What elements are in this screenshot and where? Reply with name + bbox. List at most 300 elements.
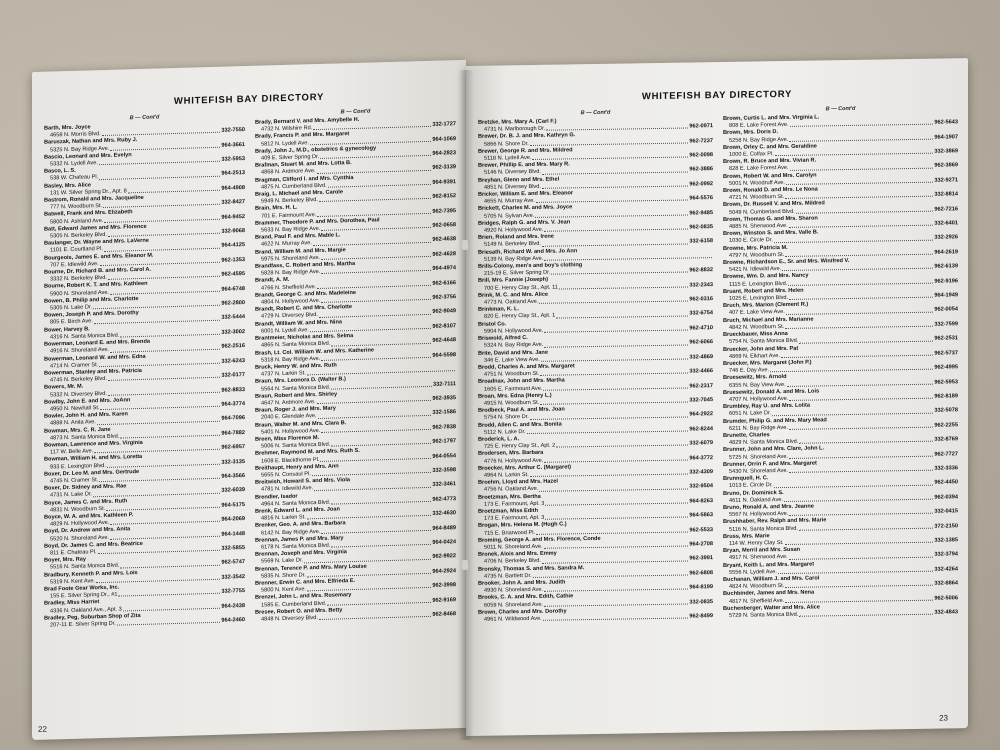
entry-phone: 962-7216 xyxy=(934,205,958,213)
leader-dots xyxy=(542,239,688,247)
entry-phone: 332-2926 xyxy=(934,234,958,242)
leader-dots xyxy=(556,311,688,318)
entry-address: 4915 N. Woodburn St. xyxy=(484,399,540,407)
entry-name: Braig, L. Michael and Mrs. Carole xyxy=(255,189,343,198)
entry-name: Briswold, Alfred C. xyxy=(478,335,528,342)
entry-name: Brueckbauer, Miss Anna xyxy=(723,331,788,339)
entry-phone: 962-3869 xyxy=(934,162,958,170)
leader-dots xyxy=(544,585,688,592)
entry-address: 4888 N. Anita Ave. xyxy=(50,419,96,427)
entry-address: 5118 N. Lydell Ave. xyxy=(484,154,532,162)
entry-phone: 332-6039 xyxy=(221,487,245,495)
right-page-number: 23 xyxy=(939,713,948,723)
leader-dots xyxy=(789,422,933,429)
entry-name: Brad Foote Gear Works, Inc. xyxy=(44,584,120,593)
entry-name: Briesath, Richard W. and Mrs. Jo Ann xyxy=(478,247,578,256)
leader-dots xyxy=(533,570,689,578)
entry-address: 4961 N. Wildwood Ave. xyxy=(484,615,542,623)
entry-address: 5569 N. Lake Dr. xyxy=(261,557,303,565)
leader-dots xyxy=(530,469,689,477)
entry-address: 4756 N. Oakland Ave. xyxy=(484,486,539,494)
entry-phone: 332-3869 xyxy=(934,148,958,155)
entry-phone: 962-0658 xyxy=(432,222,456,229)
leader-dots xyxy=(785,595,933,603)
entry-name: Browne, Richardson E., Sr. and Mrs. Winifred V. xyxy=(723,258,850,267)
entry-name: Brown, Robert W. and Mrs. Carolyn xyxy=(723,172,817,180)
entry-phone: 332-1727 xyxy=(432,121,456,129)
entry-name: Boyer, Mrs. Ray xyxy=(44,556,86,564)
entry-name: Bowman, Mrs. C. R. Jane xyxy=(44,426,111,435)
entry-address: 6001 N. Lydell Ave. xyxy=(261,327,309,335)
leader-dots xyxy=(544,325,688,332)
entry-address: 4731 N. Lake Dr. xyxy=(50,491,92,499)
leader-dots xyxy=(530,138,689,146)
entry-name: Bryan, Merril and Mrs. Susan xyxy=(723,546,801,555)
entry-phone: 964-1069 xyxy=(432,135,456,143)
entry-phone: 964-2922 xyxy=(689,411,713,418)
entry-phone: 962-4710 xyxy=(689,325,713,332)
entry-phone: 962-4995 xyxy=(934,364,958,371)
entry-phone: 332-5078 xyxy=(934,407,958,414)
entry-name: Bronek, Alois and Mrs. Emmy xyxy=(478,550,557,558)
entry-name: Baulanger, Dr. Wayne and Mrs. LaVerne xyxy=(44,237,149,247)
entry-address: 5332 N. Diversey Blvd. xyxy=(50,390,107,399)
left-page-columns xyxy=(44,106,456,718)
entry-phone: 332-7045 xyxy=(689,397,713,404)
entry-name: Brandt, Robert C. and Mrs. Charlotte xyxy=(255,304,352,314)
entry-name: Brain, Mrs. H. L. xyxy=(255,205,298,213)
entry-name: Brandt, George C. and Mrs. Madeleine xyxy=(255,289,357,299)
entry-name: Bruecker, Mrs. Margaret (John P.) xyxy=(723,359,812,367)
leader-dots xyxy=(539,297,688,305)
entry-name: Browne, Mrs. Patricia M. xyxy=(723,244,788,252)
entry-name: Basley, Mrs. Alice xyxy=(44,181,91,190)
entry-phone: 962-8152 xyxy=(432,193,456,201)
entry-address: 5332 N. Lydell Ave. xyxy=(50,160,98,168)
entry-phone: 962-1797 xyxy=(432,438,456,445)
entry-address: 4868 N. Ardmore Ave. xyxy=(261,168,316,177)
entry-address: 808 E. Lake Forest Ave. xyxy=(729,122,789,130)
column-heading: B — Cont'd xyxy=(580,109,611,117)
entry-address: 4885 N. Sherwood Ave. xyxy=(729,222,788,230)
entry-phone: 964-0424 xyxy=(432,539,456,546)
entry-phone: 964-1907 xyxy=(934,133,958,141)
entry-address: 1025 E. Lexington Blvd. xyxy=(729,295,789,302)
entry-phone: 964-1448 xyxy=(221,530,245,538)
entry-address: 5812 N. Lydell Ave. xyxy=(261,139,309,148)
entry-address: 5139 N. Bay Ridge Ave. xyxy=(484,255,544,263)
entry-name: Brennan, Terence P. and Mrs. Mary Louise xyxy=(255,563,367,573)
entry-name: Breitwish, Howard S. and Mrs. Viola xyxy=(255,477,351,486)
entry-address: 4869 N. Elkhart Ave. xyxy=(729,352,780,360)
entry-address: 5800 N. Kent Ave. xyxy=(261,586,306,594)
entry-address: 6211 N. Bay Ridge Ave. xyxy=(729,424,788,432)
entry-phone: 964-4125 xyxy=(221,242,245,250)
entry-phone: 962-8468 xyxy=(432,611,456,618)
entry-address: 5149 N. Berkeley Blvd. xyxy=(484,241,541,249)
entry-name: Bourne, Robert K. T. and Mrs. Kathleen xyxy=(44,281,148,291)
entry-phone: 964-6748 xyxy=(221,285,245,293)
entry-phone: 962-2800 xyxy=(221,300,245,307)
entry-address: 5754 N. Santa Monica Blvd. xyxy=(729,338,799,346)
entry-phone: 962-9169 xyxy=(432,596,456,604)
entry-phone: 332-1385 xyxy=(934,537,958,544)
entry-phone: 332-3461 xyxy=(432,481,456,489)
entry-address: 4964 N. Santa Monica Blvd. xyxy=(261,499,331,508)
directory-entry xyxy=(478,606,713,624)
entry-phone: 962-4773 xyxy=(432,495,456,503)
leader-dots xyxy=(789,394,933,401)
leader-dots xyxy=(559,282,688,289)
entry-address: 5828 N. Bay Ridge Ave. xyxy=(261,269,321,277)
entry-phone: 962-6066 xyxy=(689,339,713,346)
book-gutter xyxy=(458,70,474,740)
entry-address: 1013 E. Circle Dr. xyxy=(729,482,773,490)
entry-name: Boxer, Dr. Sidney and Mrs. Rae xyxy=(44,483,127,492)
entry-address: 5754 N. Shore Dr. xyxy=(484,414,529,422)
leader-dots xyxy=(799,437,933,444)
leader-dots xyxy=(789,451,933,458)
entry-address: 828 E. Lake Forest Ave. xyxy=(729,165,789,173)
entry-name: Bruecker, John and Mrs. Pat xyxy=(723,345,799,353)
leader-dots xyxy=(541,354,689,362)
entry-name: Bowman, William H. and Mrs. Loretta xyxy=(44,454,143,464)
leader-dots xyxy=(799,336,933,343)
entry-name: Bruesewitz, Mrs. Arnold xyxy=(723,374,787,382)
entry-phone: 332-6243 xyxy=(221,357,245,365)
entry-phone: 962-3139 xyxy=(432,164,456,172)
entry-address: 777 N. Woodburn St. xyxy=(50,203,103,211)
entry-name: Brunette, Charles xyxy=(723,432,770,439)
entry-address: 4737 N. Larkin St. xyxy=(261,370,306,378)
entry-name: Bruch, Michael and Mrs. Marianne xyxy=(723,316,814,324)
entry-address: 5001 N. Woodruff Ave. xyxy=(729,179,785,187)
entry-name: Brenk, Edward L. and Mrs. Joan xyxy=(255,506,340,515)
entry-phone: 332-4869 xyxy=(689,353,713,361)
entry-name: Brunner, John and Mrs. Clare, John L. xyxy=(723,445,825,454)
entry-name: Brodd, Allen C. and Mrs. Bonita xyxy=(478,421,562,429)
leader-dots xyxy=(543,614,689,621)
entry-phone: 962-6139 xyxy=(934,263,958,270)
entry-address: 5112 N. Lake Dr. xyxy=(484,428,526,436)
entry-phone: 962-7838 xyxy=(432,423,456,431)
entry-name: Bruant, Robert and Mrs. Helen xyxy=(723,287,804,295)
entry-name: Browne, Wm. D. and Mrs. Nancy xyxy=(723,273,809,281)
leader-dots xyxy=(539,484,688,492)
entry-address: 3332 N. Berkeley Blvd. xyxy=(50,275,107,283)
entry-phone: 964-2438 xyxy=(221,602,245,610)
entry-phone: 962-7237 xyxy=(689,137,713,145)
entry-name: Brenner, Erwin C. and Mrs. Elfrieda E. xyxy=(255,577,356,587)
entry-phone: 332-4466 xyxy=(689,368,713,375)
entry-phone: 964-9452 xyxy=(221,213,245,221)
entry-address: 5655 N. Consaul Pl. xyxy=(261,471,311,479)
entry-address: 4714 N. Cramer St. xyxy=(50,361,99,370)
entry-name: Brandfass, C. Robert and Mrs. Martha xyxy=(255,261,356,270)
leader-dots xyxy=(543,383,688,390)
entry-phone: 962-8833 xyxy=(221,386,245,394)
leader-dots xyxy=(784,494,933,502)
entry-phone: 962-4638 xyxy=(432,236,456,244)
entry-phone: 962-6808 xyxy=(689,569,713,577)
entry-address: 114 W. Henry Clay St. xyxy=(729,539,784,547)
entry-address: 5520 N. Shoreland Ave. xyxy=(50,534,109,543)
entry-name: Bricker, William E. and Mrs. Eleanor xyxy=(478,190,574,198)
entry-name: Bowler, John H. and Mrs. Karen xyxy=(44,411,128,420)
entry-name: Brien, Roland and Mrs. Irene xyxy=(478,233,554,242)
leader-dots xyxy=(789,221,934,228)
entry-name: Bruch, Mrs. Marion (Clement R.) xyxy=(723,301,809,310)
entry-phone: 332-6158 xyxy=(689,238,713,245)
leader-dots xyxy=(535,210,688,218)
entry-address: 701 E. Fairmount Ave. xyxy=(261,211,317,220)
leader-dots xyxy=(774,480,934,488)
entry-name: Brooks, C. A. and Mrs. Edith, Cathie xyxy=(478,593,574,602)
entry-address: 4797 N. Woodburn St. xyxy=(729,251,785,259)
entry-phone: 962-5747 xyxy=(221,559,245,567)
entry-address: 4611 N. Oakland Ave. xyxy=(729,496,783,504)
entry-name: Brown, Winston S. and Mrs. Valle B. xyxy=(723,229,819,238)
entry-phone: 332-8427 xyxy=(221,199,245,206)
entry-phone: 332-9068 xyxy=(221,228,245,235)
entry-address: 4964 N. Larkin St. xyxy=(484,471,529,479)
leader-dots xyxy=(542,556,688,564)
leader-dots xyxy=(785,192,933,200)
entry-phone: 332-9504 xyxy=(689,483,713,490)
entry-phone: 964-4974 xyxy=(432,265,456,273)
entry-address: 538 W. Chateau Pl. xyxy=(50,174,99,182)
entry-address: 811 E. Chateau Pl. xyxy=(50,549,97,557)
entry-phone: 964-5175 xyxy=(221,501,245,509)
entry-address: 173 E. Fairmount, Apt. 3 xyxy=(484,500,545,508)
entry-phone: 962-0835 xyxy=(689,224,713,231)
entry-name: Brooker, John A. and Mrs. Judith xyxy=(478,579,566,587)
entry-name: Bretzke, Mrs. Mary A. (Carl F.) xyxy=(478,118,557,126)
entry-phone: 332-8769 xyxy=(934,436,958,443)
entry-address: 5866 N. Shore Dr. xyxy=(484,140,529,148)
entry-phone: 964-1949 xyxy=(934,292,958,299)
entry-phone: 962-5737 xyxy=(934,349,958,357)
entry-name: Bowerman, Leonard E. and Mrs. Brenda xyxy=(44,338,150,348)
entry-address: 6355 N. Bay View Ave. xyxy=(729,381,786,389)
leader-dots xyxy=(788,278,933,285)
entry-phone: 332-6079 xyxy=(689,440,713,447)
entry-name: Brehmer, Raymond M. and Mrs. Ruth S. xyxy=(255,448,360,458)
leader-dots xyxy=(789,466,933,473)
entry-phone: 332-0415 xyxy=(934,508,958,515)
entry-name: Broderick, L. A. xyxy=(478,436,520,443)
entry-address: 5835 N. Shore Dr. xyxy=(261,572,306,580)
entry-name: Buchanan, William J. and Mrs. Carol xyxy=(723,575,820,583)
entry-address: 1585 E. Cumberland Blvd. xyxy=(261,600,327,609)
entry-address: 1030 E. Circle Dr. xyxy=(729,237,773,245)
entry-name: Brunner, Orrin F. and Mrs. Margaret xyxy=(723,460,817,468)
entry-address: 6142 N. Bay Ridge Ave. xyxy=(261,528,321,537)
entry-phone: 962-1353 xyxy=(221,256,245,264)
entry-phone: 332-3135 xyxy=(221,458,245,466)
entry-name: Buchenberger, Walter and Mrs. Alice xyxy=(723,604,820,612)
entry-phone: 964-3774 xyxy=(221,400,245,408)
entry-address: 700 E. Henry Clay St., Apt. 11 xyxy=(484,284,558,292)
entry-name: Bryant, Keith L. and Mrs. Margaret xyxy=(723,561,815,569)
entry-name: Brennan, James P. and Mrs. Mary xyxy=(255,535,344,544)
entry-address: 4658 N. Morris Blvd. xyxy=(50,131,101,139)
entry-phone: 964-3566 xyxy=(221,473,245,480)
entry-phone: 964-3661 xyxy=(221,141,245,149)
entry-address: 5011 N. Shoreland Ave. xyxy=(484,543,543,551)
entry-address: 4848 N. Diversey Blvd. xyxy=(261,615,318,623)
entry-address: 4831 N. Woodburn St. xyxy=(50,505,106,514)
entry-address: 5556 N. Lydell Ave. xyxy=(729,568,777,576)
entry-name: Brown, Orley C. and Mrs. Geraldine xyxy=(723,143,817,151)
leader-dots xyxy=(789,293,933,300)
entry-name: Brodersen, Mrs. Barbara xyxy=(478,450,544,458)
entry-phone: 964-2708 xyxy=(689,541,713,548)
entry-address: 5800 N. Ashland Ave. xyxy=(50,217,104,226)
entry-phone: 332-5444 xyxy=(221,314,245,322)
leader-dots xyxy=(536,196,688,204)
entry-phone: 962-8499 xyxy=(689,613,713,620)
entry-address: 4829 N. Santa Monica Blvd. xyxy=(729,438,799,447)
entry-name: Bowlby, John E. and Mrs. JoAnn xyxy=(44,396,131,406)
leader-dots xyxy=(789,134,933,141)
entry-name: Bourne, Dr. Richard B. and Mrs. Carol A. xyxy=(44,266,152,276)
entry-name: Broan, Mrs. Edna (Henry L.) xyxy=(478,392,552,400)
leader-dots xyxy=(774,235,934,243)
entry-name: Bower, Harvey B. xyxy=(44,326,90,334)
entry-phone: 964-4908 xyxy=(221,184,245,192)
leader-dots xyxy=(775,149,934,157)
entry-address: 5564 N. Santa Monica Blvd. xyxy=(261,384,331,393)
entry-address: 5146 N. Diversey Blvd. xyxy=(484,169,541,177)
entry-phone: 962-4595 xyxy=(221,271,245,278)
entry-name: Brady, Bernard V. and Mrs. Amybelle H. xyxy=(255,116,360,126)
entry-address: 4745 N. Cramer St. xyxy=(50,477,99,485)
entry-phone: 332-7755 xyxy=(221,588,245,595)
entry-name: Brand, William M. and Mrs. Margie xyxy=(255,246,346,256)
entry-phone: 962-8832 xyxy=(689,267,713,274)
entry-name: Bastrom, Ronald and Mrs. Jacqueline xyxy=(44,194,144,204)
entry-phone: 964-8263 xyxy=(689,497,713,505)
entry-phone: 962-5953 xyxy=(934,378,958,386)
leader-dots xyxy=(785,538,934,546)
entry-name: Barth, Mrs. Joyce xyxy=(44,124,91,132)
entry-name: Brill, Mrs. Fannie (Joseph) xyxy=(478,277,548,285)
directory-column xyxy=(478,108,713,714)
entry-name: Boyce, W. A. and Mrs. Kathleen P. xyxy=(44,512,134,521)
entry-name: Brady, Francis P. and Mrs. Margaret xyxy=(255,131,350,141)
entry-address: 4842 N. Woodburn St. xyxy=(729,323,785,331)
entry-address: 746 E. Day Ave. xyxy=(729,367,770,374)
leader-dots xyxy=(551,268,688,275)
entry-address: 725 E. Henry Clay St., Apt. 2 xyxy=(484,442,556,450)
entry-name: Breyhan, Glenn and Mrs. Ethel xyxy=(478,176,560,184)
entry-name: Broecker, Mrs. Arthur C. (Margaret) xyxy=(478,464,572,472)
staple xyxy=(462,560,468,570)
entry-address: 131 W. Silver Spring Dr., Apt. 8 xyxy=(50,188,127,197)
entry-address: 5633 N. Bay Ridge Ave. xyxy=(261,225,321,234)
entry-name: Batt, Edward James and Mrs. Florence xyxy=(44,223,147,233)
entry-name: Braun, Walter M. and Mrs. Clara B. xyxy=(255,419,347,429)
entry-phone: 962-3756 xyxy=(432,294,456,301)
entry-address: 6051 N. Lake Dr. xyxy=(729,410,771,418)
entry-address: 6178 N. Santa Monica Blvd. xyxy=(261,542,331,551)
entry-name: Bradley, Peg, Suburban Shop of Zita xyxy=(44,612,141,622)
entry-phone: 332-3598 xyxy=(432,467,456,474)
entry-name: Brand, Paul F. and Mrs. Mable L. xyxy=(255,232,341,242)
entry-address: 715 E. Briarwood Pl. xyxy=(484,529,535,537)
entry-name: Breithaupt, Henry and Mrs. Ann xyxy=(255,463,339,472)
entry-phone: 962-9196 xyxy=(934,277,958,285)
entry-name: Brumder, Philip G. and Mrs. Mary Mead xyxy=(723,416,827,425)
entry-address: 5401 N. Hollywood Ave. xyxy=(261,427,321,436)
entry-address: 117 W. Belle Ave. xyxy=(50,448,94,456)
right-page-header: WHITEFISH BAY DIRECTORY xyxy=(641,88,793,103)
leader-dots xyxy=(532,153,688,161)
leader-dots xyxy=(542,181,688,189)
leader-dots xyxy=(544,225,688,232)
entry-name: Bruesewitz, Donald A. and Mrs. Lois xyxy=(723,388,820,396)
leader-dots xyxy=(799,610,933,617)
leader-dots xyxy=(544,541,689,548)
entry-address: 707 E. Idlewild Ave. xyxy=(50,260,99,269)
entry-address: 5049 N. Cumberland Blvd. xyxy=(729,208,795,216)
entry-address: 4873 N. Santa Monica Blvd. xyxy=(50,433,120,442)
entry-phone: 332-7599 xyxy=(934,321,958,328)
entry-phone: 332-6401 xyxy=(934,220,958,227)
entry-name: Broehm, Lloyd and Mrs. Hazel xyxy=(478,478,558,486)
entry-phone: 332-3336 xyxy=(934,465,958,472)
leader-dots xyxy=(789,552,934,559)
entry-name: Brills-Colony, men's and boy's clothing xyxy=(478,262,583,270)
entry-name: Bresee, Robert O. and Mrs. Betty xyxy=(255,607,343,616)
entry-phone: 964-2069 xyxy=(221,516,245,523)
leader-dots xyxy=(544,340,688,347)
entry-phone: 962-6957 xyxy=(221,444,245,451)
entry-name: Boyd, Dr. James C. and Mrs. Beatrice xyxy=(44,540,143,550)
entry-name: Brinkman, K. L. xyxy=(478,306,520,314)
entry-name: Brenzel, John L. and Mrs. Rosemary xyxy=(255,592,352,602)
entry-address: 5725 N. Shoreland Ave. xyxy=(729,453,788,461)
leader-dots xyxy=(787,379,934,387)
entry-address: 407 E. Lake View Ave. xyxy=(729,309,785,317)
entry-address: 4735 N. Bartlett Dr. xyxy=(484,572,532,580)
entry-address: 173 E. Fairmount, Apt. 3 xyxy=(484,514,545,522)
entry-phone: 962-8107 xyxy=(432,323,456,330)
entry-address: 4804 N. Hollywood Ave. xyxy=(261,298,321,306)
leader-dots xyxy=(556,441,688,448)
entry-address: 4706 N. Berkeley Blvd. xyxy=(484,558,541,566)
entry-address: 4865 N. Santa Monica Blvd. xyxy=(261,340,331,349)
entry-name: Brennan, Joseph and Mrs. Virginia xyxy=(255,549,347,558)
right-page-columns xyxy=(478,104,958,714)
entry-address: 5516 N. Santa Monica Blvd. xyxy=(50,562,120,571)
entry-address: 4781 N. Idlewild Ave. xyxy=(261,485,314,493)
entry-address: 5421 N. Idlewild Ave. xyxy=(729,266,782,274)
entry-phone: 962-6166 xyxy=(432,279,456,287)
entry-phone: 964-9391 xyxy=(432,178,456,186)
entry-address: 4920 N. Hollywood Ave. xyxy=(484,226,544,234)
entry-address: 4916 N. Shoreland Ave. xyxy=(50,347,109,355)
leader-dots xyxy=(546,124,688,131)
entry-phone: 964-2619 xyxy=(934,249,958,256)
entry-address: 5729 N. Santa Monica Blvd. xyxy=(729,611,799,619)
entry-name: Brown, Mrs. Doris D. xyxy=(723,129,779,137)
entry-phone: 964-5863 xyxy=(689,512,713,519)
entry-name: Bronsky, Thomas S. and Mrs. Sandra M. xyxy=(478,564,585,573)
entry-name: Brite, David and Mrs. Jane xyxy=(478,349,548,357)
entry-phone: 962-4648 xyxy=(432,337,456,345)
